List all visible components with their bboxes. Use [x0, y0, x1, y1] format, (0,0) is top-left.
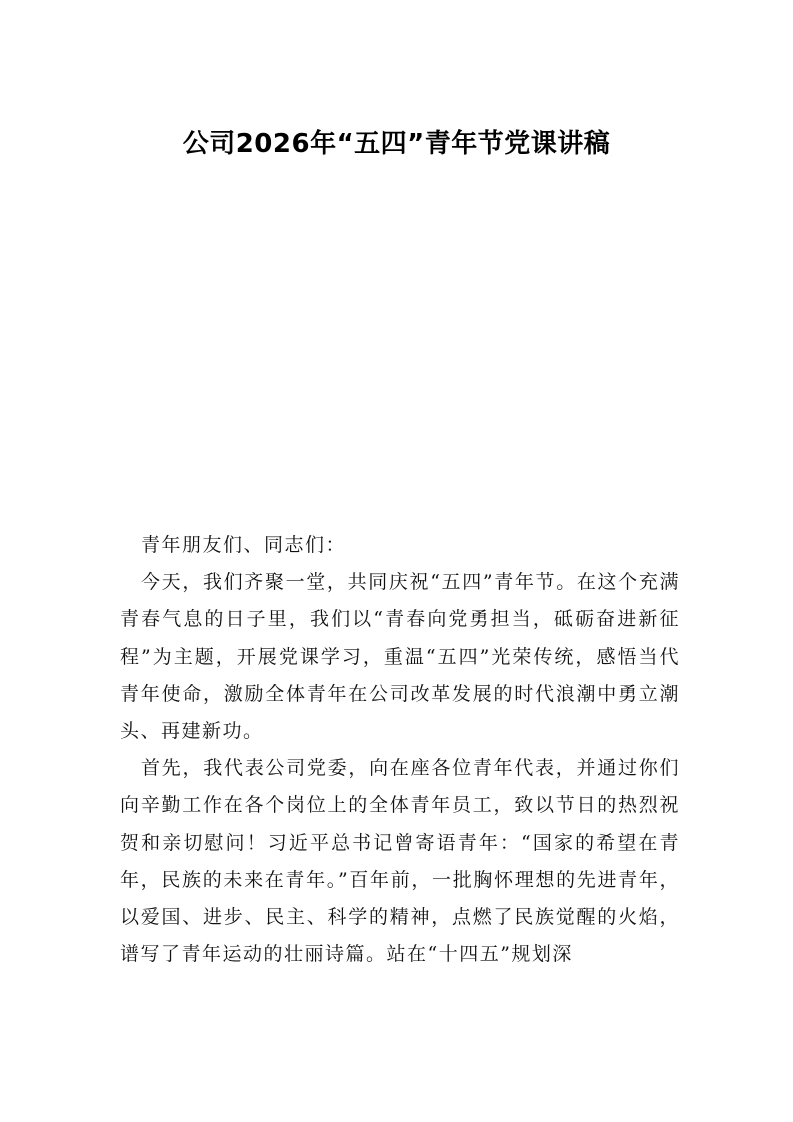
greeting-paragraph: 首先，我代表公司党委，向在座各位青年代表，并通过你们向辛勤工作在各个岗位上的全体青年员工，致以节日的热烈祝贺和亲切慰问！习近平总书记曾寄语青年：“国家的希望在青年，民族的未来在青年。”百年前，一批胸怀理想的先进青年，以爱国、进步、民主、科学的精神，点燃了民族觉醒的火焰，谱写了青年运动的壮丽诗篇。站在“十四五”规划深 — [120, 757, 680, 966]
intro-paragraph: 今天，我们齐聚一堂，共同庆祝“五四”青年节。在这个充满青春气息的日子里，我们以“青春向党勇担当，砥砺奋进新征程”为主题，开展党课学习，重温“五四”光荣传统，感悟当代青年使命，激励全体青年在公司改革发展的时代浪潮中勇立潮头、再建新功。 — [120, 571, 680, 743]
document-body — [120, 527, 680, 973]
salutation-paragraph: 青年朋友们、同志们： — [141, 534, 347, 556]
document-title: 公司2026年“五四”青年节党课讲稿 — [182, 129, 611, 159]
